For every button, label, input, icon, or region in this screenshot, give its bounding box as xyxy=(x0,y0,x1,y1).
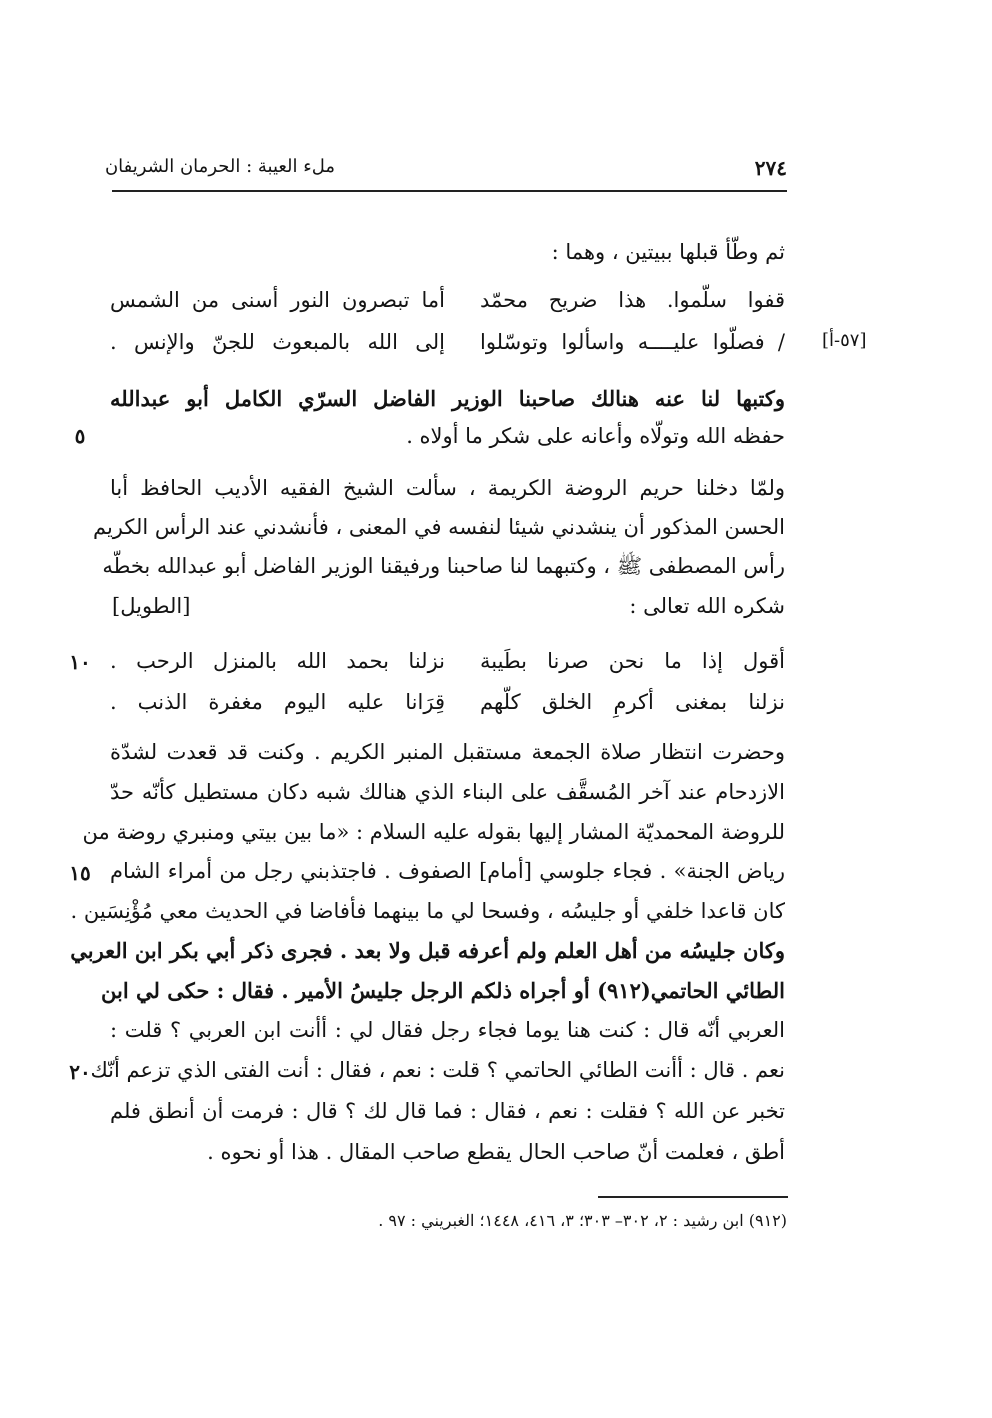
folio-marker: [٥٧-أ] xyxy=(822,330,867,351)
text-line: الحسن المذكور أن ينشدني شيئا لنفسه في المعنى ، فأنشدني عند الرأس الكريم xyxy=(92,515,785,539)
text-line: وكتبها لنا عنه هنالك صاحبنا الوزير الفاضل السرّي الكامل أبو عبدالله xyxy=(110,386,785,411)
text-line: كان قاعدا خلفي أو جليسُه ، وفسحا لي ما بينهما فأفاضا في الحديث معي مُؤْنِسَين . xyxy=(70,899,785,923)
line-number-marker: ٢٠ xyxy=(69,1060,91,1084)
text-line: للروضة المحمديّة المشار إليها بقوله عليه السلام : «ما بين بيتي ومنبري روضة من xyxy=(82,820,785,844)
verse-hemistich-first: / فصلّوا عليــــه واسألوا وتوسّلوا xyxy=(480,330,785,354)
line-number-marker: ١٠ xyxy=(69,650,91,674)
verse-hemistich-second: نزلنا بحمد الله بالمنزل الرحب . xyxy=(110,649,445,673)
verse-hemistich-first: أقول إذا ما نحن صرنا بطَيبة xyxy=(480,649,785,673)
footnote-rule xyxy=(598,1196,788,1198)
verse-line xyxy=(110,684,785,720)
verse-hemistich-second: إلى الله بالمبعوث للجنّ والإنس . xyxy=(110,330,445,354)
text-line: العربي أنّه قال : كنت هنا يوما فجاء رجل فقال لي : أأنت ابن العربي ؟ قلت : xyxy=(110,1018,785,1042)
text-line: وحضرت انتظار صلاة الجمعة مستقبل المنبر الكريم . وكنت قد قعدت لشدّة xyxy=(110,740,785,764)
footnote: (٩١٢) ابن رشيد : ٢، ٣٠٢– ٣٠٣؛ ٣، ٤١٦، ١٤٤٨؛ الغبريني : ٩٧ . xyxy=(378,1211,787,1230)
page-number: ٢٧٤ xyxy=(754,156,787,180)
header-rule xyxy=(112,190,787,192)
verse-line xyxy=(110,324,785,360)
text-line: تخبر عن الله ؟ فقلت : نعم ، فقال : فما قال لك ؟ قال : فرمت أن أنطق فلم xyxy=(110,1099,785,1123)
line-number-marker: ٥ xyxy=(74,424,86,448)
text-line: رياض الجنة» . فجاء جلوسي [أمام] الصفوف . فاجتذبني رجل من أمراء الشام xyxy=(110,859,785,883)
text-line: حفظه الله وتولّاه وأعانه على شكر ما أولاه . xyxy=(406,424,785,448)
verse-line xyxy=(110,282,785,318)
running-title: ملء العيبة : الحرمان الشريفان xyxy=(104,156,335,177)
verse-hemistich-second: أما تبصرون النور أسنى من الشمس xyxy=(110,288,445,312)
running-header xyxy=(104,150,787,190)
verse-hemistich-first: نزلنا بمغنى أكرمِ الخلق كلّهم xyxy=(480,690,785,714)
text-line: وكان جليسُه من أهل العلم ولم أعرفه قبل ولا بعد . فجرى ذكر أبي بكر ابن العربي xyxy=(70,938,785,963)
verse-hemistich-second: قِرَانا عليه اليوم مغفرة الذنب . xyxy=(110,690,445,714)
line-number-marker: ١٥ xyxy=(69,861,91,885)
text-line: الازدحام عند آخر المُسقَّف على البناء الذي هنالك شبه دكان مستطيل كأنّه حدّ xyxy=(110,780,785,804)
text-line: الطائي الحاتمي(٩١٢) أو أجراه ذلكم الرجل جليسُ الأمير . فقال : حكى لي ابن xyxy=(101,978,785,1003)
text-line: ثم وطّأ قبلها ببيتين ، وهما : xyxy=(551,240,785,264)
metre-label: [الطويل] xyxy=(112,594,191,618)
text-line: شكره الله تعالى : xyxy=(629,594,785,618)
verse-line xyxy=(110,643,785,679)
text-line: رأس المصطفى ﷺ ، وكتبهما لنا صاحبنا ورفيقنا الوزير الفاضل أبو عبدالله بخطّه xyxy=(102,554,785,578)
text-line: نعم . قال : أأنت الطائي الحاتمي ؟ قلت : نعم ، فقال : أنت الفتى الذي تزعم أنّك xyxy=(90,1058,785,1082)
text-line: أطق ، فعلمت أنّ صاحب الحال يقطع صاحب المقال . هذا أو نحوه . xyxy=(207,1140,785,1164)
verse-hemistich-first: قفوا سلّموا. هذا ضريح محمّد xyxy=(480,288,785,312)
text-line: ولمّا دخلنا حريم الروضة الكريمة ، سألت الشيخ الفقيه الأديب الحافظ أبا xyxy=(110,476,785,500)
